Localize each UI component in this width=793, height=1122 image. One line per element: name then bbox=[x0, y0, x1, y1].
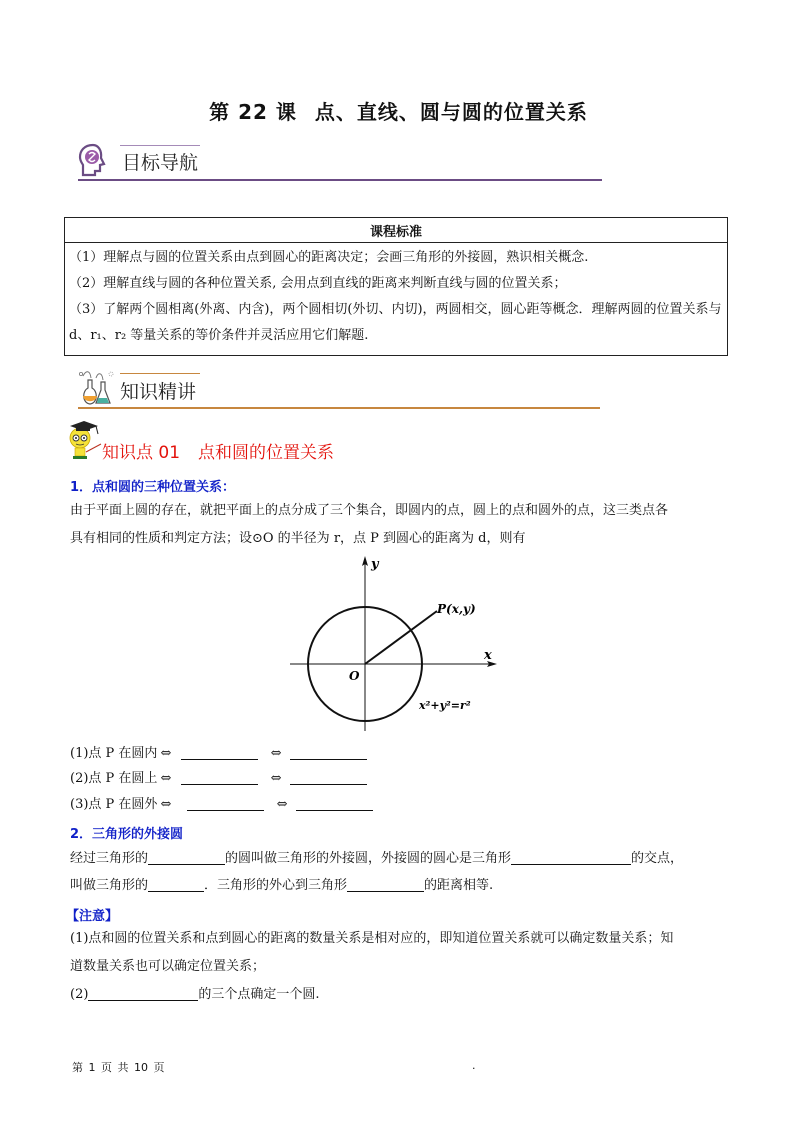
blank-non-collinear[interactable] bbox=[88, 986, 198, 1001]
page-footer: 第 1 页 共 10 页 bbox=[72, 1061, 165, 1074]
equivalence-arrow: ⇔ bbox=[160, 746, 172, 761]
footer-dot: . bbox=[472, 1059, 476, 1072]
blank-on-2[interactable] bbox=[290, 770, 367, 785]
standard-item-3: （3）了解两个圆相离(外离、内含)，两个圆相切(外切、内切)，两圆相交，圆心距等概念．理解两圆的位置关系与 d、r₁、r₂ 等量关系的等价条件并灵活应用它们解题. bbox=[69, 302, 722, 343]
circle-coordinate-diagram bbox=[285, 553, 505, 733]
knowledge-point-title bbox=[102, 438, 334, 463]
relation-inside: (1)点 P 在圆内 ⇔ ⇔ bbox=[70, 742, 367, 761]
blank-on-1[interactable] bbox=[181, 770, 258, 785]
part1-intro-line2: 具有相同的性质和判定方法；设⊙O 的半径为 r，点 P 到圆心的距离为 d，则有 bbox=[70, 531, 526, 546]
relation-outside: (3)点 P 在圆外 ⇔ ⇔ bbox=[70, 793, 373, 812]
lesson-topic: 点、直线、圆与圆的位置关系 bbox=[314, 100, 588, 124]
note-1-line2: 道数量关系也可以确定位置关系； bbox=[70, 959, 266, 974]
y-axis-label: y bbox=[371, 557, 379, 572]
equivalence-arrow: ⇔ bbox=[160, 771, 172, 786]
equivalence-arrow: ⇔ bbox=[270, 746, 282, 761]
notes-heading: 【注意】 bbox=[66, 909, 119, 924]
blank-outside-1[interactable] bbox=[187, 796, 264, 811]
section-knowledge-topline bbox=[120, 373, 200, 374]
blank-circumcircle-1[interactable] bbox=[148, 850, 225, 865]
x-axis-label: x bbox=[484, 648, 492, 663]
part2-line2: 叫做三角形的 ．三角形的外心到三角形 的距离相等. bbox=[70, 878, 494, 893]
course-standards-table bbox=[64, 217, 728, 356]
part2-heading: 2．三角形的外接圆 bbox=[70, 827, 184, 842]
knowledge-point-header bbox=[68, 418, 468, 462]
part1-intro-line1: 由于平面上圆的存在，就把平面上的点分成了三个集合，即圆内的点，圆上的点和圆外的点，这三类点各 bbox=[70, 503, 669, 518]
section-goal-rule bbox=[78, 179, 602, 181]
standards-header: 课程标准 bbox=[65, 218, 728, 243]
standards-body bbox=[65, 243, 728, 356]
knowledge-point-number: 知识点 01 bbox=[102, 443, 181, 463]
brain-head-icon bbox=[78, 143, 108, 177]
note-1 bbox=[70, 925, 726, 981]
standard-item-1: （1）理解点与圆的位置关系由点到圆心的距离决定；会画三角形的外接圆，熟识相关概念. bbox=[69, 250, 589, 265]
note-2: (2) 的三个点确定一个圆. bbox=[70, 987, 320, 1002]
section-knowledge-label: 知识精讲 bbox=[120, 381, 197, 403]
knowledge-point-name: 点和圆的位置关系 bbox=[198, 443, 335, 463]
scholar-mascot-icon bbox=[68, 418, 102, 462]
lesson-number: 第 22 课 bbox=[209, 100, 297, 124]
part1-intro bbox=[70, 497, 726, 553]
origin-label: O bbox=[349, 669, 360, 683]
section-knowledge-rule bbox=[78, 407, 600, 409]
section-goal-header bbox=[78, 141, 602, 181]
blank-vertices[interactable] bbox=[347, 877, 424, 892]
blank-inside-1[interactable] bbox=[181, 745, 258, 760]
equivalence-arrow: ⇔ bbox=[276, 797, 288, 812]
note-1-line1: (1)点和圆的位置关系和点到圆心的距离的数量关系是相对应的，即知道位置关系就可以确定数量关系；知 bbox=[70, 931, 674, 946]
page-title bbox=[0, 96, 793, 125]
section-goal-topline bbox=[120, 145, 200, 146]
section-knowledge-header bbox=[78, 370, 600, 410]
blank-circumcenter[interactable] bbox=[148, 877, 204, 892]
point-p-label: P(x,y) bbox=[437, 602, 476, 616]
blank-inside-2[interactable] bbox=[290, 745, 367, 760]
standard-item-2: （2）理解直线与圆的各种位置关系, 会用点到直线的距离来判断直线与圆的位置关系； bbox=[69, 276, 567, 291]
lab-flask-icon bbox=[78, 370, 116, 406]
section-goal-label: 目标导航 bbox=[122, 152, 199, 174]
part1-heading: 1．点和圆的三种位置关系： bbox=[70, 480, 236, 495]
circle-equation: x²+y²=r² bbox=[419, 699, 471, 712]
part2-line1: 经过三角形的 的圆叫做三角形的外接圆，外接圆的圆心是三角形 的交点， bbox=[70, 851, 684, 866]
relation-on: (2)点 P 在圆上 ⇔ ⇔ bbox=[70, 767, 367, 786]
blank-circumcircle-2[interactable] bbox=[511, 850, 631, 865]
equivalence-arrow: ⇔ bbox=[160, 797, 172, 812]
blank-outside-2[interactable] bbox=[296, 796, 373, 811]
equivalence-arrow: ⇔ bbox=[270, 771, 282, 786]
